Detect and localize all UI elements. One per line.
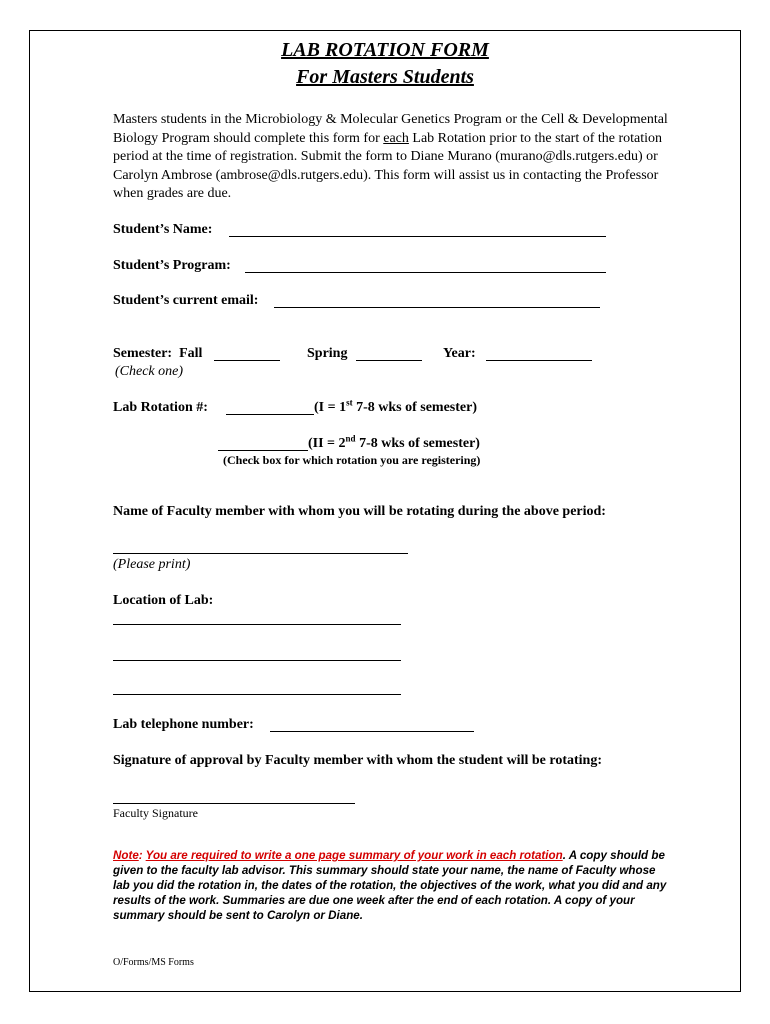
faculty-name-field[interactable] — [113, 553, 408, 554]
signature-label: Signature of approval by Faculty member with whom the student will be rotating: — [113, 753, 602, 768]
intro-paragraph — [113, 111, 673, 204]
location-field-2[interactable] — [113, 660, 401, 661]
location-field-1[interactable] — [113, 624, 401, 625]
students-program-field[interactable] — [245, 272, 606, 273]
please-print-note: (Please print) — [113, 557, 191, 572]
year-label: Year: — [443, 346, 476, 361]
check-box-note: (Check box for which rotation you are registering) — [223, 453, 481, 467]
form-subtitle: For Masters Students — [296, 66, 474, 88]
location-field-3[interactable] — [113, 694, 401, 695]
faculty-signature-field[interactable] — [113, 803, 355, 804]
check-one-note: (Check one) — [115, 364, 184, 379]
note-details: . A copy should be given to the faculty lab advisor. This summary should state your name, the name of Faculty whose lab you did the rotation in, the dates of the rotation, the objectives of the work, what you did and any results of the work. Summaries are due one week after the end of each rotation. A copy of your summary should be sent to Carolyn or Diane. — [113, 849, 667, 922]
note-colon: : — [138, 849, 146, 862]
students-email-label: Student’s current email: — [113, 293, 259, 308]
rotation-2-label: (II = 2nd 7-8 wks of semester) — [308, 433, 480, 451]
semester-fall-label: Semester: Fall — [113, 346, 203, 361]
lab-rotation-label: Lab Rotation #: — [113, 400, 208, 415]
note-requirement: You are required to write a one page summary of your work in each rotation — [145, 849, 563, 862]
form-title: LAB ROTATION FORM — [281, 39, 489, 61]
faculty-name-label: Name of Faculty member with whom you will be rotating during the above period: — [113, 504, 606, 519]
students-program-label: Student’s Program: — [113, 258, 231, 273]
semester-spring-field[interactable] — [356, 360, 422, 361]
rotation-1-field[interactable] — [226, 414, 314, 415]
year-field[interactable] — [486, 360, 592, 361]
rotation-1-label: (I = 1st 7-8 wks of semester) — [314, 397, 478, 415]
intro-each: each — [383, 130, 409, 146]
intro-text-1: Masters students in the Microbiology & Molecular Genetics Program or the Cell & Developmental Biology Program should complete this form for — [113, 112, 668, 146]
faculty-signature-caption: Faculty Signature — [113, 806, 198, 820]
students-name-label: Student’s Name: — [113, 222, 213, 237]
footer-path: O/Forms/MS Forms — [113, 957, 194, 968]
rotation-2-field[interactable] — [218, 450, 308, 451]
note-paragraph — [113, 848, 673, 923]
note-label: Note — [113, 849, 139, 862]
students-email-field[interactable] — [274, 307, 600, 308]
students-name-field[interactable] — [229, 236, 606, 237]
lab-phone-label: Lab telephone number: — [113, 717, 254, 732]
lab-phone-field[interactable] — [270, 731, 474, 732]
semester-spring-label: Spring — [307, 346, 348, 361]
intro-text-2: Lab Rotation prior to the start of the rotation period at the time of registration. Submit the form to Diane Murano (murano@dls.rutgers.edu) or Carolyn Ambrose (ambrose@dls.rutgers.edu). This form will assist us in contacting the Professor when grades are due. — [113, 130, 663, 201]
location-label: Location of Lab: — [113, 593, 214, 608]
semester-fall-field[interactable] — [214, 360, 280, 361]
